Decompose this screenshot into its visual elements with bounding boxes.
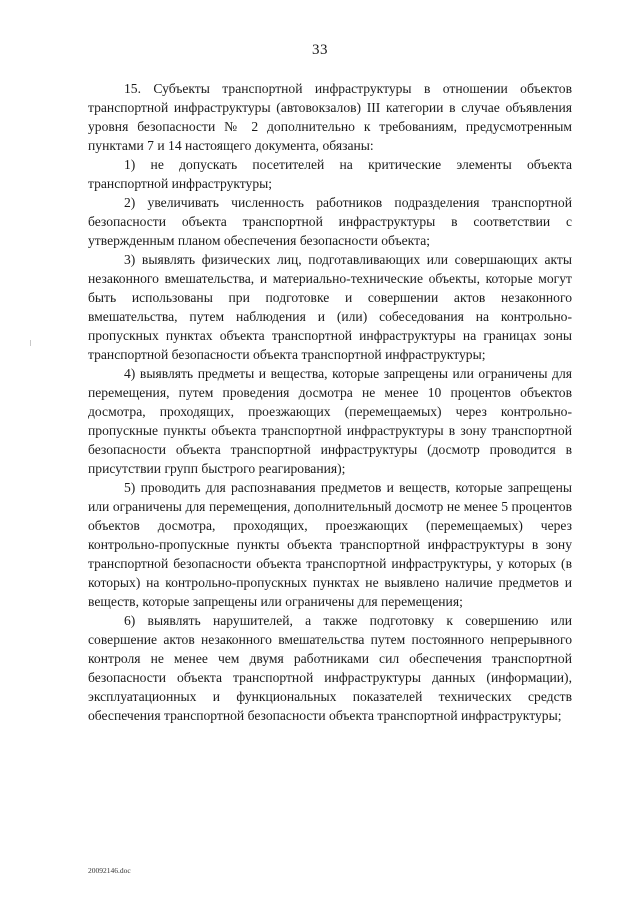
scan-margin-mark — [30, 340, 31, 346]
paragraph-item-5: 5) проводить для распознавания предметов и веществ, которые запрещены или ограничены для перемещения, дополнительный досмотр не менее 5 процентов объектов досмотра, проходящих, проезжающих (перемещаемых) через контрольно-пропускные пункты объекта транспортной инфраструктуры в зону транспортной безопасности объекта транспортной инфраструктуры, у которых (в которых) на контрольно-пропускных пунктах не выявлено наличие предметов и веществ, которые запрещены или ограничены для перемещения; — [88, 480, 572, 609]
paragraph-item-1: 1) не допускать посетителей на критические элементы объекта транспортной инфраструктуры; — [88, 157, 572, 191]
document-body — [88, 79, 572, 725]
paragraph-item-3: 3) выявлять физических лиц, подготавливающих или совершающих акты незаконного вмешательства, и материально-технические объекты, которые могут быть использованы при подготовке и совершении актов незаконного вмешательства, путем наблюдения и (или) собеседования на контрольно-пропускных пунктах объекта транспортной инфраструктуры на границах зоны транспортной безопасности объекта транспортной инфраструктуры; — [88, 252, 572, 362]
paragraph-item-4: 4) выявлять предметы и вещества, которые запрещены или ограничены для перемещения, путем проведения досмотра не менее 10 процентов объектов досмотра, проходящих, проезжающих (перемещаемых) через контрольно-пропускные пункты объекта транспортной инфраструктуры в зону транспортной безопасности объекта транспортной инфраструктуры (досмотр проводится в присутствии групп быстрого реагирования); — [88, 366, 572, 476]
paragraph-item-6: 6) выявлять нарушителей, а также подготовку к совершению или совершение актов незаконного вмешательства путем постоянного непрерывного контроля не менее чем двумя работниками сил обеспечения транспортной безопасности объекта транспортной инфраструктуры данных (информации), эксплуатационных и функциональных показателей технических средств обеспечения транспортной безопасности объекта транспортной инфраструктуры; — [88, 613, 572, 723]
paragraph-item-2: 2) увеличивать численность работников подразделения транспортной безопасности объекта транспортной инфраструктуры в соответствии с утвержденным планом обеспечения безопасности объекта; — [88, 195, 572, 248]
page-number: 33 — [312, 42, 328, 58]
paragraph-15-intro: 15. Субъекты транспортной инфраструктуры в отношении объектов транспортной инфраструктуры (автовокзалов) III категории в случае объявления уровня безопасности № 2 дополнительно к требованиям, предусмотренным пунктами 7 и 14 настоящего документа, обязаны: — [88, 81, 572, 153]
footer-filename: 20092146.doc — [88, 866, 131, 875]
